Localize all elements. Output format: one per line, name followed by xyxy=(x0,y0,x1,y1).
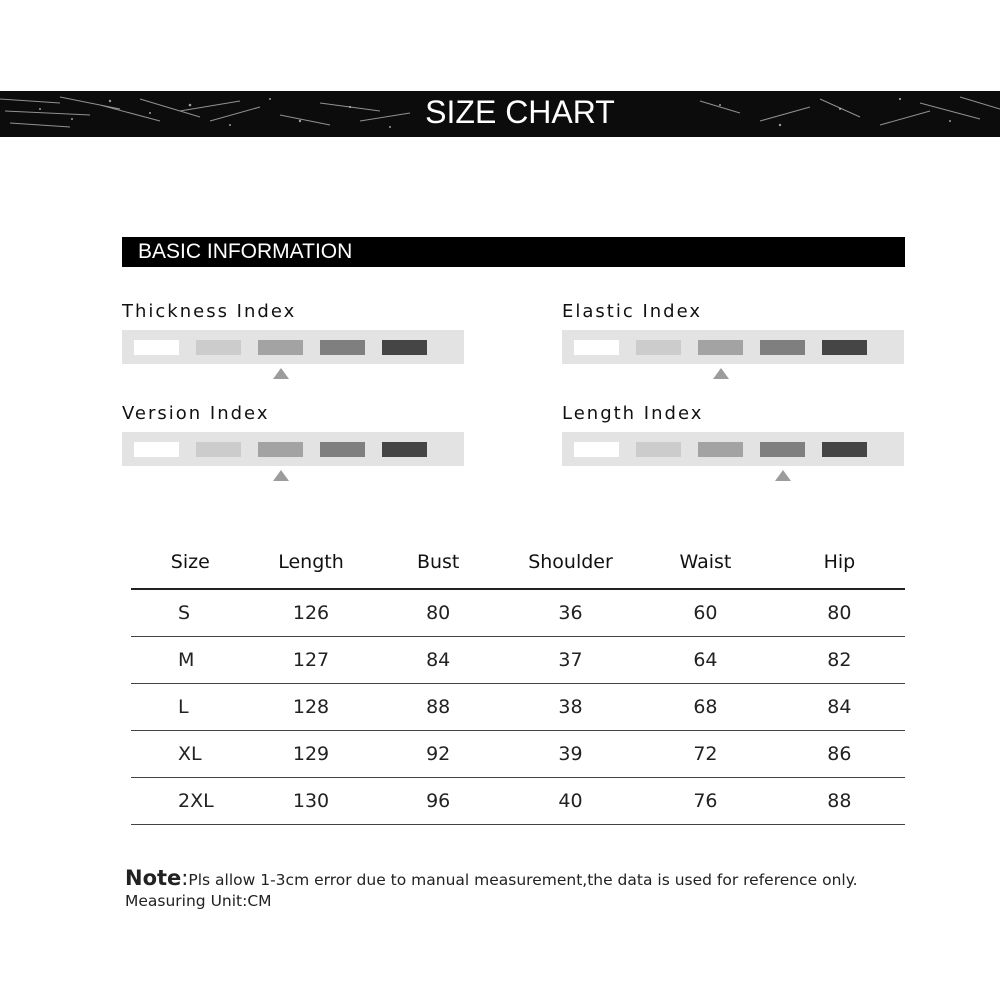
size-table-header-row xyxy=(131,536,905,589)
scale-swatch-2 xyxy=(636,340,681,355)
scale-swatch-1 xyxy=(134,340,179,355)
scale-swatch-5 xyxy=(822,340,867,355)
length-index-label: Length Index xyxy=(562,403,704,424)
size-table xyxy=(131,536,905,825)
cell-shoulder: 39 xyxy=(504,731,637,778)
elastic-index xyxy=(562,300,904,364)
cell-size: L xyxy=(131,684,250,731)
note-separator: : xyxy=(181,866,189,890)
scale-swatch-4 xyxy=(760,340,805,355)
cell-length: 127 xyxy=(250,637,373,684)
table-row xyxy=(131,637,905,684)
cell-bust: 88 xyxy=(372,684,504,731)
cell-bust: 84 xyxy=(372,637,504,684)
note-line xyxy=(125,868,985,891)
cell-hip: 80 xyxy=(774,589,905,637)
elastic-index-label: Elastic Index xyxy=(562,301,703,322)
cell-shoulder: 40 xyxy=(504,778,637,825)
cell-waist: 60 xyxy=(637,589,774,637)
basic-information-header: BASIC INFORMATION xyxy=(122,237,905,267)
level-indicator-icon xyxy=(273,368,289,379)
column-header-hip: Hip xyxy=(774,536,905,589)
scale-swatch-5 xyxy=(382,442,427,457)
cell-hip: 82 xyxy=(774,637,905,684)
cell-shoulder: 37 xyxy=(504,637,637,684)
cell-length: 128 xyxy=(250,684,373,731)
cell-hip: 84 xyxy=(774,684,905,731)
column-header-length: Length xyxy=(250,536,373,589)
scale-swatch-2 xyxy=(196,340,241,355)
cell-size: M xyxy=(131,637,250,684)
scale-swatch-2 xyxy=(636,442,681,457)
cell-shoulder: 36 xyxy=(504,589,637,637)
scale-swatch-3 xyxy=(698,442,743,457)
scale-swatch-1 xyxy=(574,442,619,457)
cell-bust: 92 xyxy=(372,731,504,778)
scale-swatch-4 xyxy=(320,340,365,355)
column-header-bust: Bust xyxy=(372,536,504,589)
column-header-size: Size xyxy=(131,536,250,589)
cell-size: S xyxy=(131,589,250,637)
version-index xyxy=(122,402,464,466)
note xyxy=(125,868,985,912)
cell-bust: 96 xyxy=(372,778,504,825)
cell-size: 2XL xyxy=(131,778,250,825)
scale-swatch-5 xyxy=(382,340,427,355)
scale-swatch-4 xyxy=(760,442,805,457)
cell-waist: 72 xyxy=(637,731,774,778)
elastic-index-scale xyxy=(562,330,904,364)
length-index xyxy=(562,402,904,466)
length-index-scale xyxy=(562,432,904,466)
note-key: Note xyxy=(125,866,182,890)
cell-length: 129 xyxy=(250,731,373,778)
table-row xyxy=(131,589,905,637)
scale-swatch-1 xyxy=(574,340,619,355)
scale-swatch-3 xyxy=(258,340,303,355)
cell-bust: 80 xyxy=(372,589,504,637)
thickness-index xyxy=(122,300,464,364)
scale-swatch-4 xyxy=(320,442,365,457)
measuring-unit: Measuring Unit:CM xyxy=(125,892,272,910)
scale-swatch-3 xyxy=(258,442,303,457)
level-indicator-icon xyxy=(775,470,791,481)
level-indicator-icon xyxy=(713,368,729,379)
cell-hip: 86 xyxy=(774,731,905,778)
cell-waist: 76 xyxy=(637,778,774,825)
cell-shoulder: 38 xyxy=(504,684,637,731)
version-index-label: Version Index xyxy=(122,403,270,424)
version-index-scale xyxy=(122,432,464,466)
table-row xyxy=(131,731,905,778)
scale-swatch-2 xyxy=(196,442,241,457)
table-row xyxy=(131,684,905,731)
banner-title: SIZE CHART xyxy=(425,94,615,130)
cell-hip: 88 xyxy=(774,778,905,825)
table-row xyxy=(131,778,905,825)
note-text: Pls allow 1-3cm error due to manual measurement,the data is used for reference only. xyxy=(188,871,858,889)
thickness-index-scale xyxy=(122,330,464,364)
column-header-shoulder: Shoulder xyxy=(504,536,637,589)
size-chart-banner xyxy=(0,91,1000,137)
scale-swatch-5 xyxy=(822,442,867,457)
scale-swatch-1 xyxy=(134,442,179,457)
cell-waist: 64 xyxy=(637,637,774,684)
column-header-waist: Waist xyxy=(637,536,774,589)
cell-length: 130 xyxy=(250,778,373,825)
cell-length: 126 xyxy=(250,589,373,637)
scale-swatch-3 xyxy=(698,340,743,355)
thickness-index-label: Thickness Index xyxy=(122,301,297,322)
level-indicator-icon xyxy=(273,470,289,481)
cell-waist: 68 xyxy=(637,684,774,731)
cell-size: XL xyxy=(131,731,250,778)
